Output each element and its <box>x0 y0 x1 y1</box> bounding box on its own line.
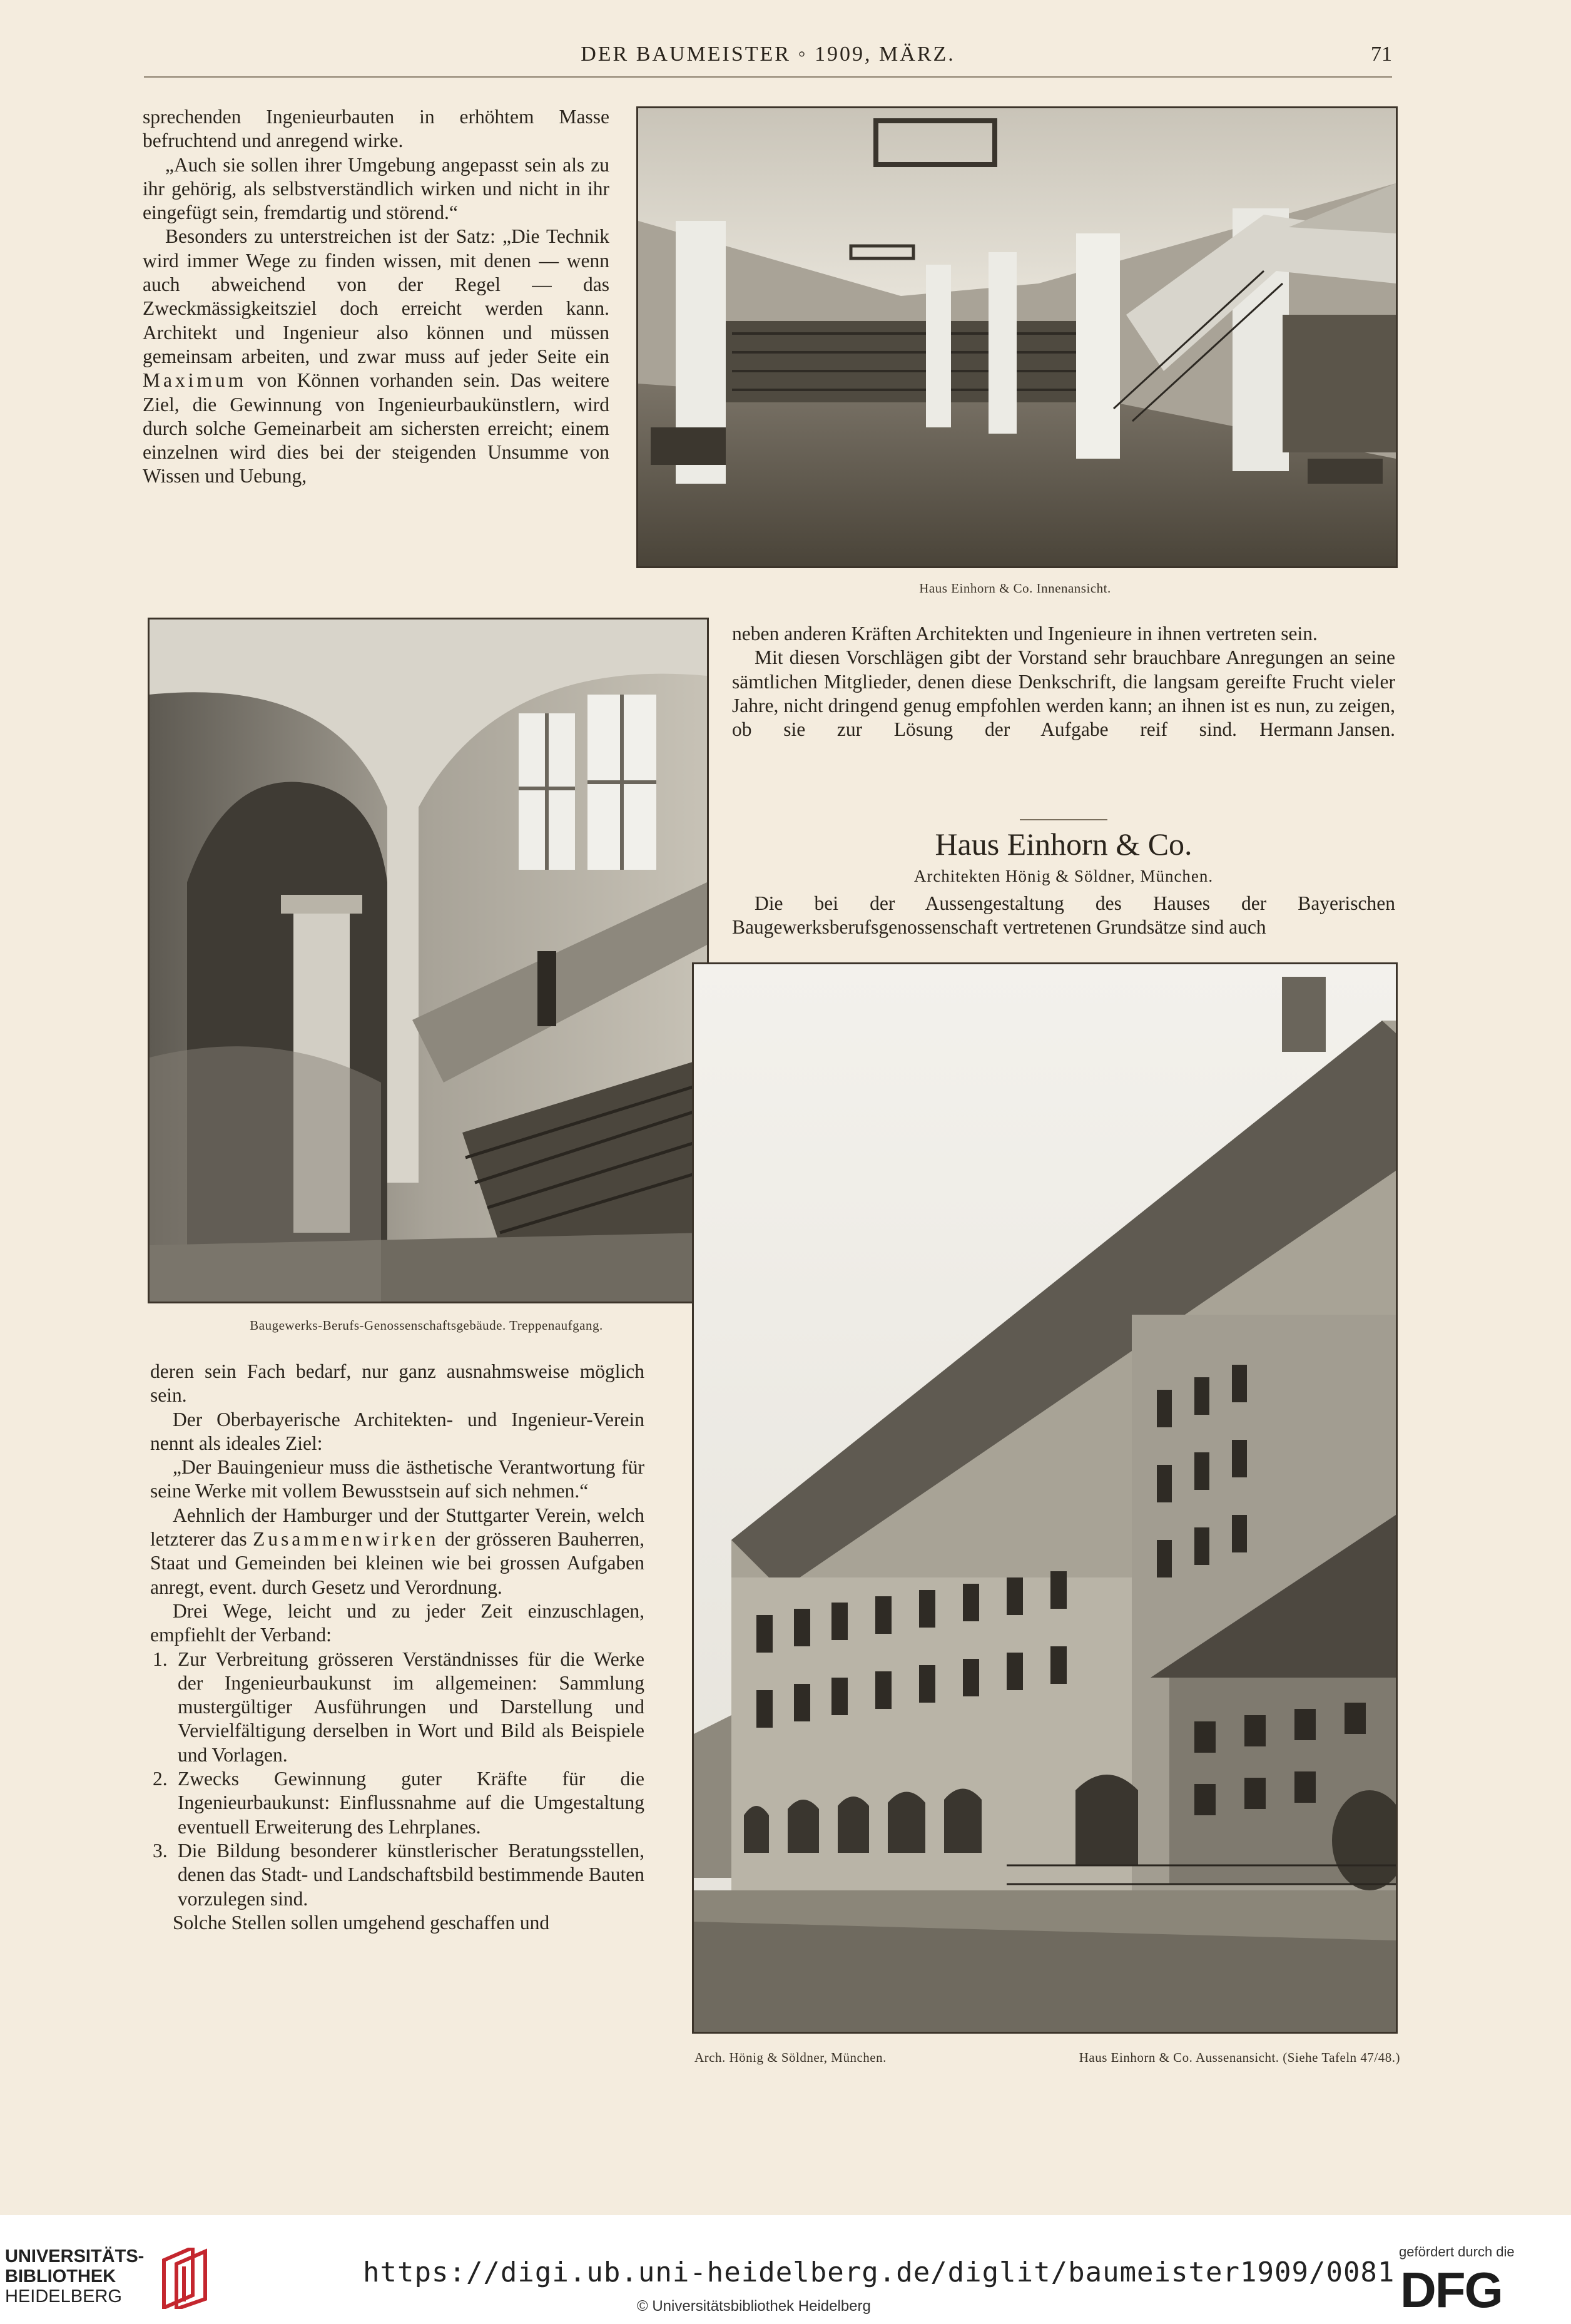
paragraph: Solche Stellen sollen umgehend geschaffen und <box>173 1911 550 1934</box>
library-footer <box>0 2215 1571 2324</box>
caption-interior: Haus Einhorn & Co. Innenansicht. <box>919 581 1111 596</box>
text-run: Aehnlich der Hamburger und der Stuttgarter Verein, welch letzterer das <box>150 1504 644 1551</box>
page-number: 71 <box>1371 43 1392 66</box>
paragraph: deren sein Fach bedarf, nur ganz ausnahmsweise möglich sein. <box>150 1360 644 1407</box>
list-item <box>150 1767 644 1839</box>
paragraph <box>143 225 609 488</box>
list-number: 2. <box>153 1768 168 1790</box>
emphasized-word: Maximum <box>143 369 247 392</box>
photo-interior <box>636 106 1398 568</box>
university-line: BIBLIOTHEK <box>5 2266 116 2286</box>
paragraph: neben anderen Kräften Architekten und Ingenieure in ihnen vertreten sein. <box>732 623 1318 645</box>
paragraph: Die bei der Aussengestaltung des Hauses der Bayerischen Baugewerksberufsgenossenschaft vertretenen Grundsätze sind auch <box>732 892 1395 939</box>
list-number: 1. <box>153 1648 168 1670</box>
permalink-url[interactable]: https://digi.ub.uni-heidelberg.de/diglit/baumeister1909/0081 <box>363 2256 1395 2288</box>
photo-stair <box>148 618 709 1303</box>
text-run: Mit diesen Vorschlägen gibt der Vorstand sehr brauchbare Anregungen an seine sämtlichen Mitglieder, denen diese Denkschrift, die langsam gereifte Frucht vieler Jahre, nicht dringend genug empfohlen werden kann; an ihnen ist es nun, zu zeigen, ob sie zur Lösung der Aufgabe reif sind. <box>732 646 1395 741</box>
journal-title: DER BAUMEISTER ◦ 1909, MÄRZ. <box>581 43 955 66</box>
section-heading: Haus Einhorn & Co. <box>935 827 1192 862</box>
list-text: Die Bildung besonderer künstlerischer Beratungsstellen, denen das Stadt- und Landschaftsbild bestimmende Bauten vorzulegen sind. <box>178 1839 644 1910</box>
text-run: von Können vorhanden sein. Das weitere Ziel, die Gewinnung von Ingenieurbaukünstlern, wird durch solche Gemeinarbeit am sichersten erreicht; einem einzelnen wird dies bei der steigenden Unsumme von Wissen und Uebung, <box>143 369 609 487</box>
text-column-left-bottom <box>150 1360 644 1935</box>
text-run: Besonders zu unterstreichen ist der Satz: „Die Technik wird immer Wege zu finden wissen, mit denen — wenn auch abweichend von der Regel — das Zweckmässigkeitsziel doch erreicht werden kann. Architekt und Ingenieur also können und müssen gemeinsam arbeiten, und zwar muss auf jeder Seite ein <box>143 225 609 367</box>
paragraph: „Der Bauingenieur muss die ästhetische Verantwortung für seine Werke mit vollem Bewusstsein auf sich nehmen.“ <box>150 1456 644 1502</box>
stair-photo-illustration <box>150 619 707 1302</box>
author-signature: Hermann Jansen. <box>1259 718 1395 741</box>
paragraph <box>732 646 1395 742</box>
list-item <box>150 1839 644 1911</box>
list-text: Zwecks Gewinnung guter Kräfte für die Ingenieurbaukunst: Einflussnahme auf die Umgestaltung eventuell Erweiterung des Lehrplanes. <box>178 1768 644 1838</box>
section-intro <box>732 892 1395 940</box>
interior-photo-illustration <box>638 108 1396 566</box>
paragraph: Drei Wege, leicht und zu jeder Zeit einzuschlagen, empfiehlt der Verband: <box>150 1599 644 1646</box>
list-text: Zur Verbreitung grösseren Verständnisses für die Werke der Ingenieurbaukunst im allgemeinen: Sammlung mustergültiger Ausführungen und Darstellung und Vervielfältigung derselben in Wort und Bild als Beispiele und Vorlagen. <box>178 1648 644 1766</box>
list-item <box>150 1648 644 1767</box>
funding-label: gefördert durch die <box>1399 2244 1515 2260</box>
caption-exterior-architect: Arch. Hönig & Söldner, München. <box>694 2050 887 2065</box>
text-run: der grösseren Bauherren, Staat und Gemeinden bei kleinen wie bei grossen Aufgaben anregt, event. durch Gesetz und Verordnung. <box>150 1528 644 1598</box>
university-line: UNIVERSITÄTS- <box>5 2246 145 2266</box>
paragraph: „Auch sie sollen ihrer Umgebung angepasst sein als zu ihr gehörig, als selbstverständlich wirken und nicht in ihr eingefügt sein, fremdartig und störend.“ <box>143 153 609 224</box>
section-subheading: Architekten Hönig & Söldner, München. <box>913 867 1214 885</box>
paragraph <box>150 1504 644 1599</box>
running-header <box>144 39 1392 78</box>
caption-exterior: Haus Einhorn & Co. Aussenansicht. (Siehe Tafeln 47/48.) <box>1079 2050 1400 2065</box>
dfg-logo: DFG <box>1400 2262 1502 2318</box>
paragraph: Der Oberbayerische Architekten- und Ingenieur-Verein nennt als ideales Ziel: <box>150 1408 644 1454</box>
list-number: 3. <box>153 1839 168 1862</box>
university-name <box>5 2246 144 2306</box>
section-divider <box>1020 819 1107 820</box>
emphasized-word: Zusammenwirken <box>253 1528 439 1551</box>
paragraph: sprechenden Ingenieurbauten in erhöhtem Masse befruchtend und anregend wirke. <box>143 106 609 152</box>
text-column-left-top <box>143 105 609 489</box>
caption-stair: Baugewerks-Berufs-Genossenschaftsgebäude. Treppenaufgang. <box>250 1318 603 1333</box>
university-line: HEIDELBERG <box>5 2286 122 2306</box>
text-column-right-middle <box>732 622 1395 742</box>
university-logo-icon <box>158 2248 211 2309</box>
exterior-photo-illustration <box>694 964 1396 2032</box>
photo-exterior <box>692 962 1398 2034</box>
copyright-notice: © Universitätsbibliothek Heidelberg <box>637 2298 871 2315</box>
